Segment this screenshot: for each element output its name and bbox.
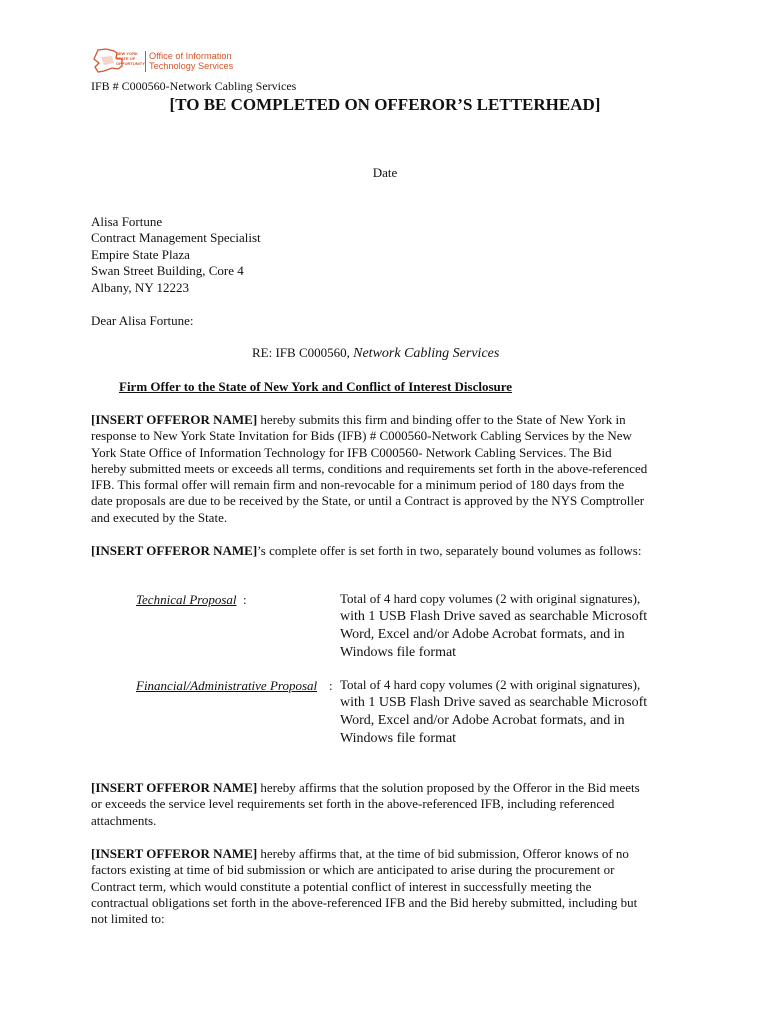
logo-seal-text: NEW YORK STATE OF OPPORTUNITY (116, 51, 145, 66)
address-line: Swan Street Building, Core 4 (91, 263, 244, 279)
label-colon: : (329, 678, 333, 693)
recipient-address (91, 214, 261, 296)
date-placeholder: Date (372, 165, 398, 180)
conflict-of-interest-paragraph: [INSERT OFFEROR NAME] hereby affirms that, at the time of bid submission, Offeror knows of no factors existing at time of bid submission or which are anticipated to arise during the procurement or Contract term, which would constitute a potential conflict of interest in successfully meeting the contractual obligations set forth in the above-referenced IFB and the Bid hereby submitted, including but not limited to: (91, 846, 638, 927)
recipient-name: Alisa Fortune (91, 214, 163, 229)
offeror-name-placeholder: [INSERT OFFEROR NAME] (91, 846, 258, 861)
offeror-name-placeholder: [INSERT OFFEROR NAME] (91, 412, 258, 427)
technical-proposal-label: Technical Proposal (136, 592, 237, 607)
salutation: Dear Alisa Fortune: (91, 313, 194, 328)
label-colon: : (243, 592, 247, 607)
address-line: Albany, NY 12223 (91, 279, 189, 295)
offer-paragraph: [INSERT OFFEROR NAME] hereby submits this firm and binding offer to the State of New York in response to New York State Invitation for Bids (IFB) # C000560-Network Cabling Services by the New York State Office of Information Technology for IFB C000560- Network Cabling Services. The Bid hereby submitted meets or exceeds all terms, conditions and requirements set forth in the above-referenced IFB. This formal offer will remain firm and non-revocable for a minimum period of 180 days from the date proposals are due to be received by the State, or until a Contract is approved by the NYS Comptroller and executed by the State. (91, 412, 648, 525)
financial-proposal-label: Financial/Administrative Proposal (136, 678, 318, 693)
re-line (252, 345, 499, 362)
re-prefix: RE: IFB C000560, (252, 345, 354, 360)
logo-wordmark (149, 51, 233, 71)
technical-proposal-description: Total of 4 hard copy volumes (2 with original signatures), with 1 USB Flash Drive saved as searchable Microsoft Word, Excel and/or Adobe Acrobat formats, and in Windows file format (340, 591, 648, 660)
logo-divider (145, 51, 146, 72)
service-level-paragraph: [INSERT OFFEROR NAME] hereby affirms that the solution proposed by the Offeror in the Bid meets or exceeds the service level requirements set forth in the above-referenced IFB, including referenced attachments. (91, 780, 640, 828)
letterhead-heading: [TO BE COMPLETED ON OFFEROR’S LETTERHEAD] (169, 95, 601, 114)
recipient-title: Contract Management Specialist (91, 230, 261, 246)
financial-proposal-description: Total of 4 hard copy volumes (2 with original signatures), with 1 USB Flash Drive saved as searchable Microsoft Word, Excel and/or Adobe Acrobat formats, and in Windows file format (340, 677, 648, 746)
address-line: Empire State Plaza (91, 246, 190, 262)
re-subject: Network Cabling Services (353, 346, 500, 361)
offeror-name-placeholder: [INSERT OFFEROR NAME] (91, 543, 258, 558)
logo-line-2: Technology Services (149, 61, 234, 71)
logo-line-1: Office of Information (149, 51, 232, 61)
ifb-reference: IFB # C000560-Network Cabling Services (91, 79, 297, 93)
volumes-intro-paragraph: [INSERT OFFEROR NAME]’s complete offer is set forth in two, separately bound volumes as follows: (91, 543, 642, 558)
offeror-name-placeholder: [INSERT OFFEROR NAME] (91, 780, 258, 795)
subject-heading: Firm Offer to the State of New York and Conflict of Interest Disclosure (119, 379, 513, 394)
